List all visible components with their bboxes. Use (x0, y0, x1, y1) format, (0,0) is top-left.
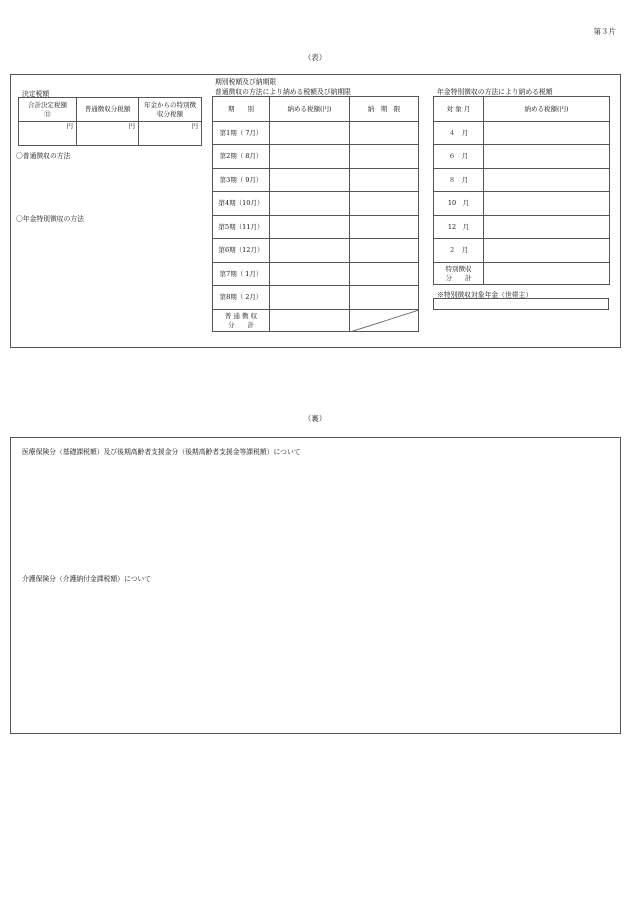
pension-subtotal-label: 特別徴収 分 計 (434, 263, 484, 285)
pension-amount-cell[interactable] (484, 122, 610, 145)
period-label: 第1期（ 7月） (213, 122, 270, 145)
pension-collection-header: 年金からの特別徴収分税額 (139, 98, 202, 122)
total-decision-header: 合計決定税額 ⑫ (19, 98, 77, 122)
due-date-cell[interactable] (350, 286, 419, 310)
due-date-header: 納 期 限 (350, 97, 419, 122)
care-section-title: 介護保険分（介護納付金課税額）について (22, 575, 152, 583)
installment-amount-cell[interactable] (270, 122, 350, 145)
installment-amount-cell[interactable] (270, 263, 350, 286)
target-month-label: 12 月 (434, 216, 484, 239)
pension-target-field[interactable] (433, 298, 609, 310)
pension-amount-cell[interactable] (484, 216, 610, 239)
target-month-label: ６ 月 (434, 145, 484, 169)
installment-amount-cell[interactable] (270, 239, 350, 263)
target-month-label: ４ 月 (434, 122, 484, 145)
pension-amount-cell[interactable] (484, 192, 610, 216)
installments-table (212, 96, 419, 332)
period-label: 第8期（ 2月） (213, 286, 270, 310)
period-label: 第2期（ 8月） (213, 145, 270, 169)
care-remarks-area[interactable] (22, 585, 612, 725)
back-heading: （裏） (303, 414, 327, 423)
decision-title: 決定税額 (22, 90, 50, 98)
decision-table (18, 97, 202, 146)
period-label: 第5期（11月） (213, 216, 270, 239)
due-date-cell[interactable] (350, 216, 419, 239)
due-date-cell[interactable] (350, 263, 419, 286)
diagonal-strike (350, 310, 419, 332)
pension-table (433, 96, 610, 285)
period-label: 第6期（12月） (213, 239, 270, 263)
total-decision-amount[interactable]: 円 (19, 122, 77, 146)
installments-subtitle: 普通徴収の方法により納める税額及び納期限 (215, 88, 351, 96)
installment-amount-cell[interactable] (270, 169, 350, 192)
normal-subtotal-amount[interactable] (270, 310, 350, 332)
period-label: 第7期（ 1月） (213, 263, 270, 286)
pension-subtotal-amount[interactable] (484, 263, 610, 285)
medical-section-title: 医療保険分（基礎課税額）及び後期高齢者支援金分（後期高齢者支援金等課税額）について (22, 448, 301, 456)
normal-collection-header: 普通徴収分税額 (77, 98, 139, 122)
due-date-cell[interactable] (350, 169, 419, 192)
installment-amount-cell[interactable] (270, 145, 350, 169)
pension-collection-amount[interactable]: 円 (139, 122, 202, 146)
pension-amount-cell[interactable] (484, 145, 610, 169)
period-header: 期 別 (213, 97, 270, 122)
due-date-cell[interactable] (350, 192, 419, 216)
normal-subtotal-label: 普 通 徴 収 分 計 (213, 310, 270, 332)
page-number: 第３片 (593, 27, 616, 36)
due-date-cell[interactable] (350, 145, 419, 169)
circled-12-mark: ⑫ (44, 109, 51, 118)
normal-collection-amount[interactable]: 円 (77, 122, 139, 146)
installment-amount-cell[interactable] (270, 216, 350, 239)
due-date-cell[interactable] (350, 239, 419, 263)
front-heading: （表） (303, 53, 327, 62)
pension-amount-header: 納める税額(円) (484, 97, 610, 122)
installment-amount-header: 納める税額(円) (270, 97, 350, 122)
installment-amount-cell[interactable] (270, 192, 350, 216)
subtotal-crossed-cell (350, 310, 419, 332)
target-month-label: 10 月 (434, 192, 484, 216)
installments-title: 期別税額及び納期限 (215, 78, 277, 86)
normal-method-label: 〇普通徴収の方法 (16, 152, 71, 160)
due-date-cell[interactable] (350, 122, 419, 145)
installment-amount-cell[interactable] (270, 286, 350, 310)
pension-amount-cell[interactable] (484, 239, 610, 263)
pension-amount-cell[interactable] (484, 169, 610, 192)
pension-target-note: ※特別徴収対象年金（世帯主） (437, 291, 533, 299)
target-month-label: ２ 月 (434, 239, 484, 263)
pension-title: 年金特別徴収の方法により納める税額 (437, 88, 553, 96)
pension-method-label: 〇年金特別徴収の方法 (16, 215, 84, 223)
period-label: 第3期（ 9月） (213, 169, 270, 192)
target-month-label: ８ 月 (434, 169, 484, 192)
medical-remarks-area[interactable] (22, 458, 612, 568)
target-month-header: 対 象 月 (434, 97, 484, 122)
period-label: 第4期（10月） (213, 192, 270, 216)
